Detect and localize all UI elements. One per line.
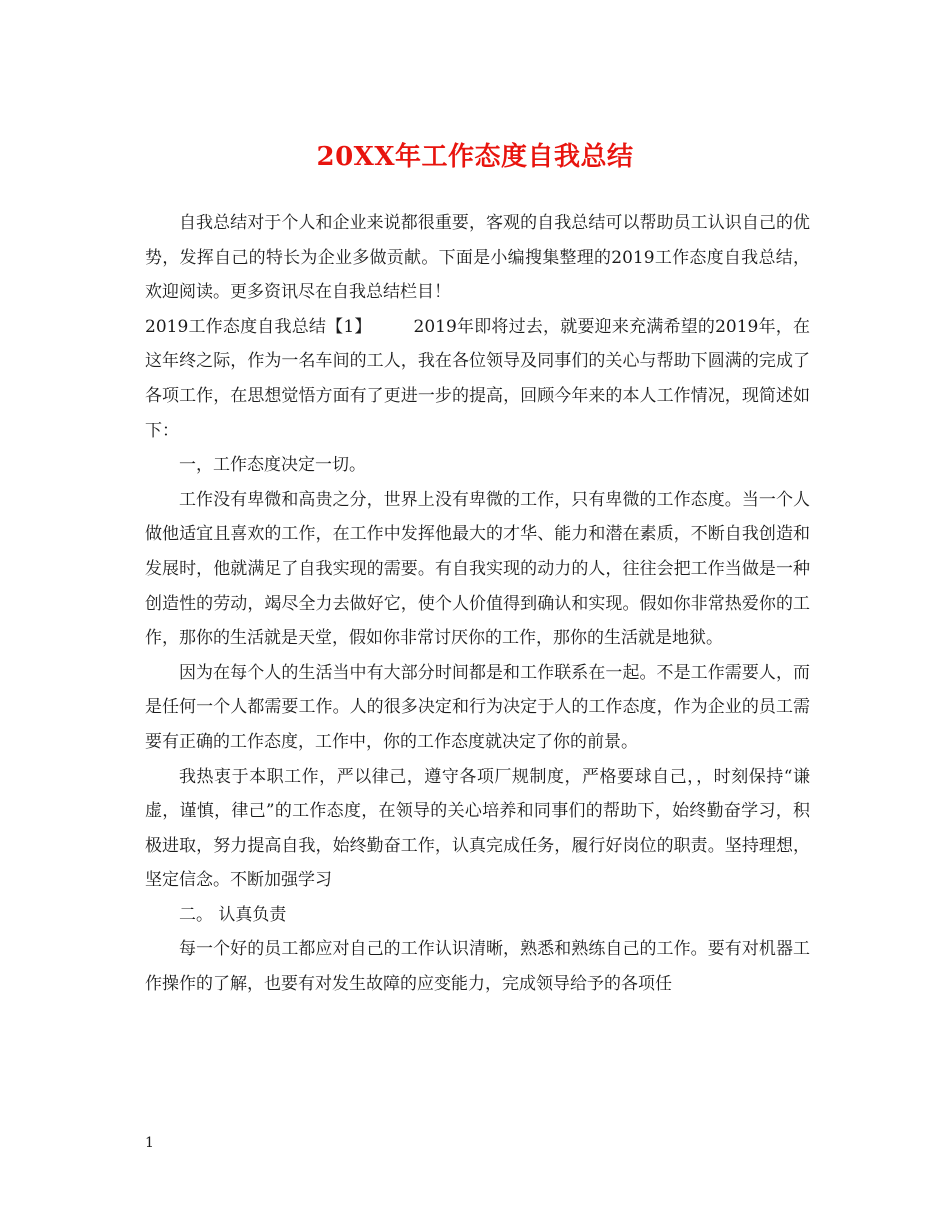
document-title: 20XX年工作态度自我总结 [316,142,634,172]
document-body [145,206,810,1002]
paragraph-point-two-heading: 二。 认真负责 [179,904,287,925]
section-heading-text: 2019工作态度自我总结【1】 [145,316,372,337]
paragraph-work-life: 因为在每个人的生活当中有大部分时间都是和工作联系在一起。不是工作需要人，而是任何一个人都需要工作。人的很多决定和行为决定于人的工作态度，作为企业的员工需要有正确的工作态度，工作中，你的工作态度就决定了你的前景。 [145,662,810,752]
paragraph-attitude: 工作没有卑微和高贵之分，世界上没有卑微的工作，只有卑微的工作态度。当一个人做他适宜且喜欢的工作，在工作中发挥他最大的才华、能力和潜在素质，不断自我创造和发展时，他就满足了自我实现的需要。有自我实现的动力的人，往往会把工作当做是一种创造性的劳动，竭尽全力去做好它，使个人价值得到确认和实现。假如你非常热爱你的工作，那你的生活就是天堂，假如你非常讨厌你的工作，那你的生活就是地狱。 [145,489,810,649]
paragraph-dedication: 我热衷于本职工作，严以律己，遵守各项厂规制度，严格要球自己，，时刻保持“谦虚，谨慎，律己”的工作态度，在领导的关心培养和同事们的帮助下，始终勤奋学习，积极进取，努力提高自我，始终勤奋工作，认真完成任务，履行好岗位的职责。坚持理想，坚定信念。不断加强学习 [145,766,810,891]
page-number: 1 [145,1135,154,1151]
paragraph-point-one-heading: 一，工作态度决定一切。 [179,455,366,476]
paragraph-section-heading [145,310,810,448]
paragraph-year-intro: 2019年即将过去，就要迎来充满希望的2019年，在这年终之际，作为一名车间的工人，我在各位领导及同事们的关心与帮助下圆满的完成了各项工作，在思想觉悟方面有了更进一步的提高，回顾今年来的本人工作情况，现简述如下： [145,316,810,441]
paragraph-intro: 自我总结对于个人和企业来说都很重要，客观的自我总结可以帮助员工认识自己的优势，发挥自己的特长为企业多做贡献。下面是小编搜集整理的2019工作态度自我总结，欢迎阅读。更多资讯尽在自我总结栏目！ [145,213,810,303]
paragraph-responsibility: 每一个好的员工都应对自己的工作认识清晰，熟悉和熟练自己的工作。要有对机器工作操作的了解，也要有对发生故障的应变能力，完成领导给予的各项任 [145,939,810,995]
